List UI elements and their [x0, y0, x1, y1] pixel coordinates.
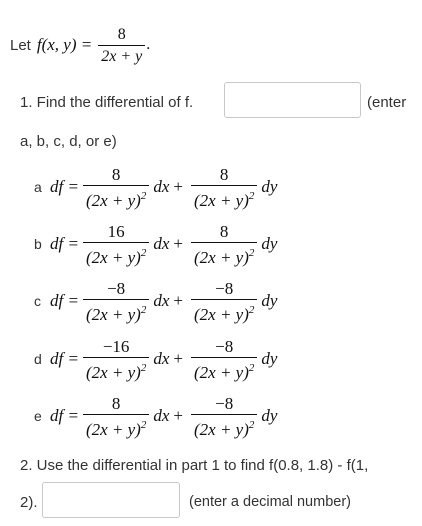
question-1-instruction-line2: a, b, c, d, or e): [20, 133, 117, 150]
dx-exponent: 2: [140, 418, 147, 431]
dx-label: dx: [153, 177, 170, 196]
dx-coefficient: [83, 338, 149, 381]
dy-denominator-base: (2x + y): [193, 419, 249, 439]
dy-denominator: [191, 414, 257, 438]
function-numerator: 8: [117, 25, 126, 43]
plus-sign: +: [173, 291, 183, 310]
choice-lhs: df =: [50, 234, 79, 253]
dx-denominator-base: (2x + y): [85, 304, 141, 324]
plus-sign: +: [173, 349, 183, 368]
dx-denominator-base: (2x + y): [85, 190, 141, 210]
dx-exponent: 2: [140, 189, 147, 202]
question-1-answer-input[interactable]: [224, 82, 361, 118]
dx-numerator: −8: [107, 278, 126, 298]
dx-label: dx: [153, 406, 170, 425]
dx-label: dx: [153, 234, 170, 253]
dy-numerator: 8: [219, 221, 229, 241]
dx-coefficient: [83, 395, 149, 438]
dy-exponent: 2: [248, 303, 255, 316]
dy-label: dy: [261, 177, 278, 196]
dx-label: dx: [153, 291, 170, 310]
choice-equation: [50, 338, 277, 381]
dy-denominator-base: (2x + y): [193, 190, 249, 210]
dy-label: dy: [261, 234, 278, 253]
dy-label: dy: [261, 406, 278, 425]
dx-coefficient: [83, 280, 149, 323]
dy-denominator: [191, 185, 257, 209]
choice-equation: [50, 395, 277, 438]
dx-exponent: 2: [140, 303, 147, 316]
choice-c: [34, 274, 277, 328]
dy-denominator: [191, 299, 257, 323]
let-label: Let: [10, 36, 31, 54]
dx-denominator: [83, 357, 149, 381]
dy-denominator: [191, 357, 257, 381]
dy-label: dy: [261, 349, 278, 368]
function-denominator: 2x + y: [98, 45, 145, 65]
dy-label: dy: [261, 291, 278, 310]
dx-exponent: 2: [140, 246, 147, 259]
dy-exponent: 2: [248, 418, 255, 431]
choice-equation: [50, 166, 277, 209]
function-lhs: f(x, y) =: [36, 35, 93, 54]
dy-numerator: −8: [215, 393, 234, 413]
choice-letter: e: [34, 408, 42, 424]
function-fraction: [98, 26, 145, 65]
choice-lhs: df =: [50, 349, 79, 368]
dy-exponent: 2: [248, 189, 255, 202]
question-2-text: 2. Use the differential in part 1 to find f(0.8, 1.8) - f(1,: [20, 457, 369, 474]
dy-coefficient: [191, 280, 257, 323]
dy-exponent: 2: [248, 361, 255, 374]
dx-coefficient: [83, 166, 149, 209]
choice-e: [34, 389, 277, 443]
dy-numerator: 8: [219, 164, 229, 184]
dx-numerator: 8: [111, 393, 121, 413]
question-1-text: 1. Find the differential of f.: [20, 94, 194, 111]
trailing-dot: .: [146, 36, 151, 53]
dx-coefficient: [83, 223, 149, 266]
dx-denominator: [83, 299, 149, 323]
dx-numerator: 8: [111, 164, 121, 184]
dy-coefficient: [191, 166, 257, 209]
question-1-instruction: (enter: [367, 94, 407, 111]
plus-sign: +: [173, 406, 183, 425]
plus-sign: +: [173, 177, 183, 196]
dx-label: dx: [153, 349, 170, 368]
choice-lhs: df =: [50, 406, 79, 425]
choice-a: [34, 160, 277, 214]
choice-letter: a: [34, 179, 42, 195]
dx-denominator-base: (2x + y): [85, 247, 141, 267]
dy-denominator-base: (2x + y): [193, 362, 249, 382]
choice-b: [34, 217, 277, 271]
dy-coefficient: [191, 223, 257, 266]
dx-denominator: [83, 242, 149, 266]
choice-letter: d: [34, 351, 42, 367]
choice-lhs: df =: [50, 291, 79, 310]
dy-exponent: 2: [248, 246, 255, 259]
question-2-answer-input[interactable]: [42, 482, 180, 518]
dy-numerator: −8: [215, 278, 234, 298]
function-definition: [10, 20, 150, 70]
dy-denominator-base: (2x + y): [193, 304, 249, 324]
dy-coefficient: [191, 338, 257, 381]
choice-lhs: df =: [50, 177, 79, 196]
dx-denominator: [83, 185, 149, 209]
question-2-instruction: (enter a decimal number): [189, 494, 351, 510]
dy-coefficient: [191, 395, 257, 438]
choice-letter: b: [34, 236, 42, 252]
dx-numerator: 16: [107, 221, 125, 241]
question-2-text-line2: 2).: [20, 494, 38, 511]
choice-d: [34, 332, 277, 386]
dx-exponent: 2: [140, 361, 147, 374]
dy-numerator: −8: [215, 336, 234, 356]
dy-denominator: [191, 242, 257, 266]
dx-numerator: −16: [102, 336, 130, 356]
dx-denominator-base: (2x + y): [85, 419, 141, 439]
choice-letter: c: [34, 293, 41, 309]
choice-equation: [50, 223, 277, 266]
plus-sign: +: [173, 234, 183, 253]
dx-denominator-base: (2x + y): [85, 362, 141, 382]
dx-denominator: [83, 414, 149, 438]
choice-equation: [50, 280, 277, 323]
dy-denominator-base: (2x + y): [193, 247, 249, 267]
